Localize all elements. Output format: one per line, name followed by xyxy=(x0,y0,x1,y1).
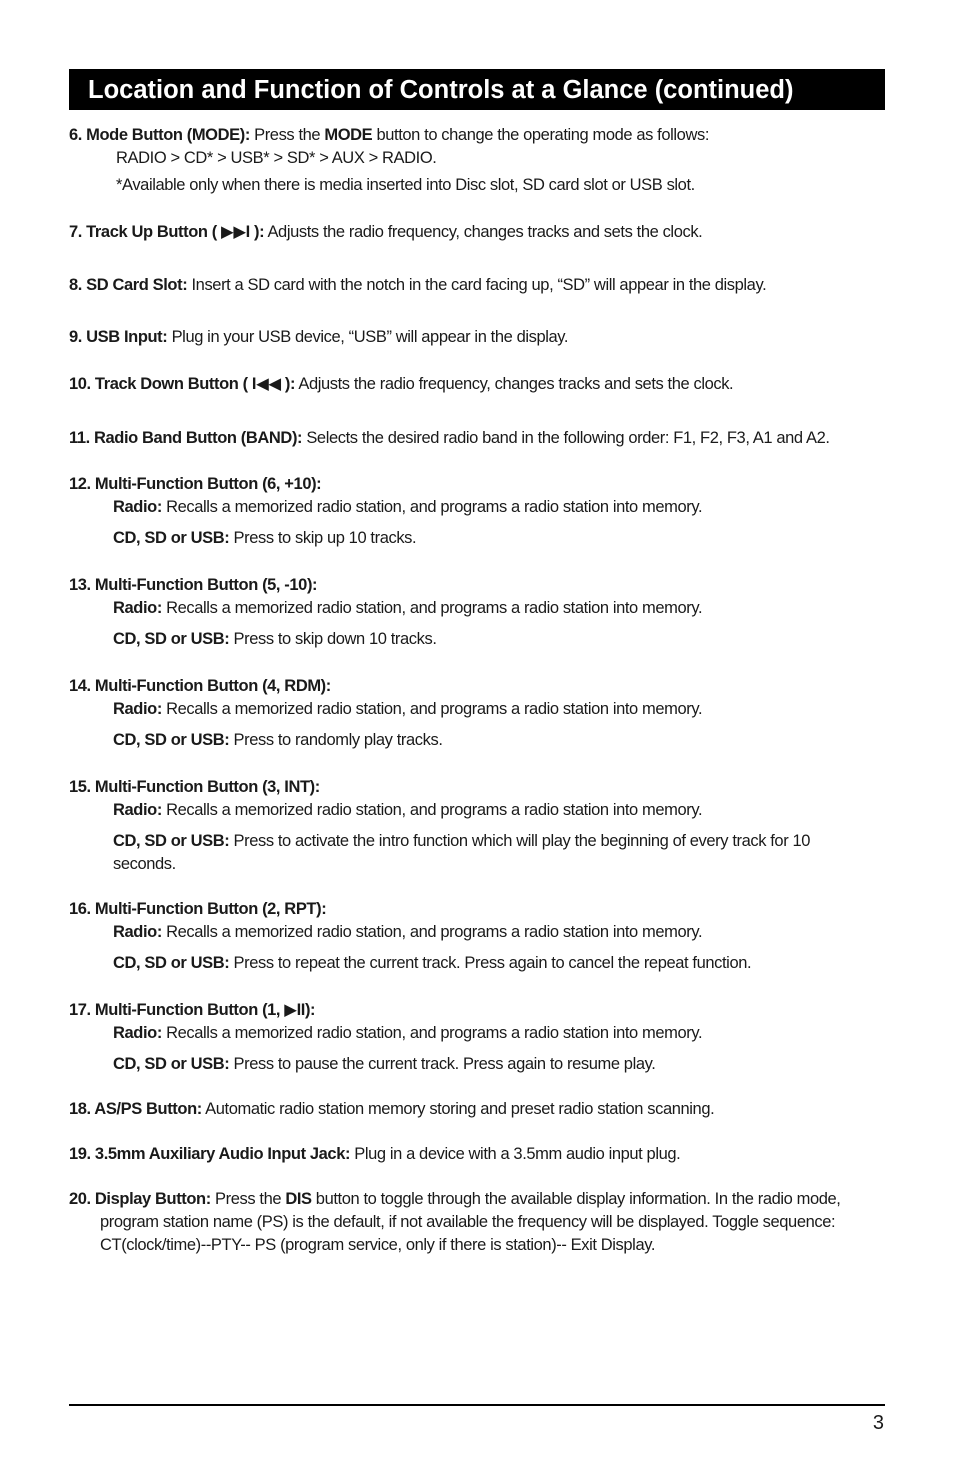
mode-footnote: *Available only when there is media inserted into Disc slot, SD card slot or USB slot. xyxy=(116,176,695,194)
list-item-aux-input-jack xyxy=(69,1143,884,1166)
item-label: 16. Multi-Function Button (2, RPT): xyxy=(69,900,327,918)
item-text: Press the xyxy=(210,1190,286,1208)
item-text: Automatic radio station memory storing and preset radio station scanning. xyxy=(201,1100,715,1118)
media-text: Press to skip down 10 tracks. xyxy=(229,630,437,648)
list-item-multi-function-5 xyxy=(69,574,884,651)
item-text: button to toggle through the available display information. In the radio mode, program station name (PS) is the default, if not available the frequency will be displayed. Toggle sequence: CT(clock/time)--PTY-- PS (program service, only if there is station)-- Exit Display. xyxy=(100,1190,841,1254)
item-text: Plug in your USB device, “USB” will appear in the display. xyxy=(167,328,569,346)
list-item-track-up-button xyxy=(69,221,884,244)
radio-label: Radio: xyxy=(113,498,162,516)
item-label: 19. 3.5mm Auxiliary Audio Input Jack: xyxy=(69,1145,351,1163)
footer-rule xyxy=(69,1404,885,1406)
item-label: 18. AS/PS Button: xyxy=(69,1100,202,1118)
list-item-mode-button xyxy=(69,124,884,197)
item-label: 14. Multi-Function Button (4, RDM): xyxy=(69,677,331,695)
radio-label: Radio: xyxy=(113,700,162,718)
item-label: 9. USB Input: xyxy=(69,328,168,346)
radio-label: Radio: xyxy=(113,923,162,941)
radio-text: Recalls a memorized radio station, and programs a radio station into memory. xyxy=(161,599,703,617)
page-number: 3 xyxy=(872,1412,884,1434)
radio-text: Recalls a memorized radio station, and programs a radio station into memory. xyxy=(161,801,703,819)
item-label: 8. SD Card Slot: xyxy=(69,276,188,294)
mode-sequence: RADIO > CD* > USB* > SD* > AUX > RADIO. xyxy=(116,149,437,167)
item-label: 12. Multi-Function Button (6, +10): xyxy=(69,475,322,493)
item-label: 7. Track Up Button ( ▶▶I ): xyxy=(69,223,265,241)
item-text: Adjusts the radio frequency, changes tracks and sets the clock. xyxy=(264,223,703,241)
item-bold-term: MODE xyxy=(324,126,373,144)
media-label: CD, SD or USB: xyxy=(113,954,230,972)
list-item-multi-function-4 xyxy=(69,675,884,752)
item-text: button to change the operating mode as follows: xyxy=(372,126,709,144)
radio-text: Recalls a memorized radio station, and programs a radio station into memory. xyxy=(161,700,703,718)
item-label: 13. Multi-Function Button (5, -10): xyxy=(69,576,318,594)
item-bold-term: DIS xyxy=(285,1190,312,1208)
section-title-banner xyxy=(69,69,885,110)
media-text: Press to activate the intro function which will play the beginning of every track for 10 seconds. xyxy=(113,832,811,873)
item-label: 6. Mode Button (MODE): xyxy=(69,126,250,144)
media-label: CD, SD or USB: xyxy=(113,832,230,850)
media-text: Press to pause the current track. Press again to resume play. xyxy=(229,1055,656,1073)
radio-text: Recalls a memorized radio station, and programs a radio station into memory. xyxy=(161,498,703,516)
page-title: Location and Function of Controls at a Glance (continued) xyxy=(88,76,794,104)
media-label: CD, SD or USB: xyxy=(113,529,230,547)
item-text: Adjusts the radio frequency, changes tracks and sets the clock. xyxy=(295,375,734,393)
media-text: Press to skip up 10 tracks. xyxy=(229,529,417,547)
list-item-sd-card-slot xyxy=(69,274,884,297)
item-label: 10. Track Down Button ( I◀◀ ): xyxy=(69,375,296,393)
item-text: Plug in a device with a 3.5mm audio input plug. xyxy=(350,1145,681,1163)
list-item-radio-band-button xyxy=(69,427,884,450)
radio-label: Radio: xyxy=(113,599,162,617)
list-item-multi-function-6 xyxy=(69,473,884,550)
media-label: CD, SD or USB: xyxy=(113,630,230,648)
list-item-multi-function-3 xyxy=(69,776,884,876)
list-item-track-down-button xyxy=(69,373,884,396)
media-label: CD, SD or USB: xyxy=(113,1055,230,1073)
media-text: Press to repeat the current track. Press again to cancel the repeat function. xyxy=(229,954,752,972)
radio-text: Recalls a memorized radio station, and programs a radio station into memory. xyxy=(161,1024,703,1042)
item-label: 17. Multi-Function Button (1, ▶II): xyxy=(69,1001,316,1019)
radio-label: Radio: xyxy=(113,1024,162,1042)
radio-text: Recalls a memorized radio station, and programs a radio station into memory. xyxy=(161,923,703,941)
list-item-usb-input xyxy=(69,326,884,349)
item-label: 20. Display Button: xyxy=(69,1190,211,1208)
item-label: 11. Radio Band Button (BAND): xyxy=(69,429,303,447)
item-label: 15. Multi-Function Button (3, INT): xyxy=(69,778,320,796)
list-item-as-ps-button xyxy=(69,1098,884,1121)
media-label: CD, SD or USB: xyxy=(113,731,230,749)
item-text: Selects the desired radio band in the following order: F1, F2, F3, A1 and A2. xyxy=(302,429,830,447)
media-text: Press to randomly play tracks. xyxy=(229,731,443,749)
radio-label: Radio: xyxy=(113,801,162,819)
list-item-display-button xyxy=(69,1188,884,1257)
list-item-multi-function-1 xyxy=(69,999,884,1076)
item-text: Insert a SD card with the notch in the card facing up, “SD” will appear in the display. xyxy=(187,276,767,294)
item-text: Press the xyxy=(249,126,325,144)
list-item-multi-function-2 xyxy=(69,898,884,975)
